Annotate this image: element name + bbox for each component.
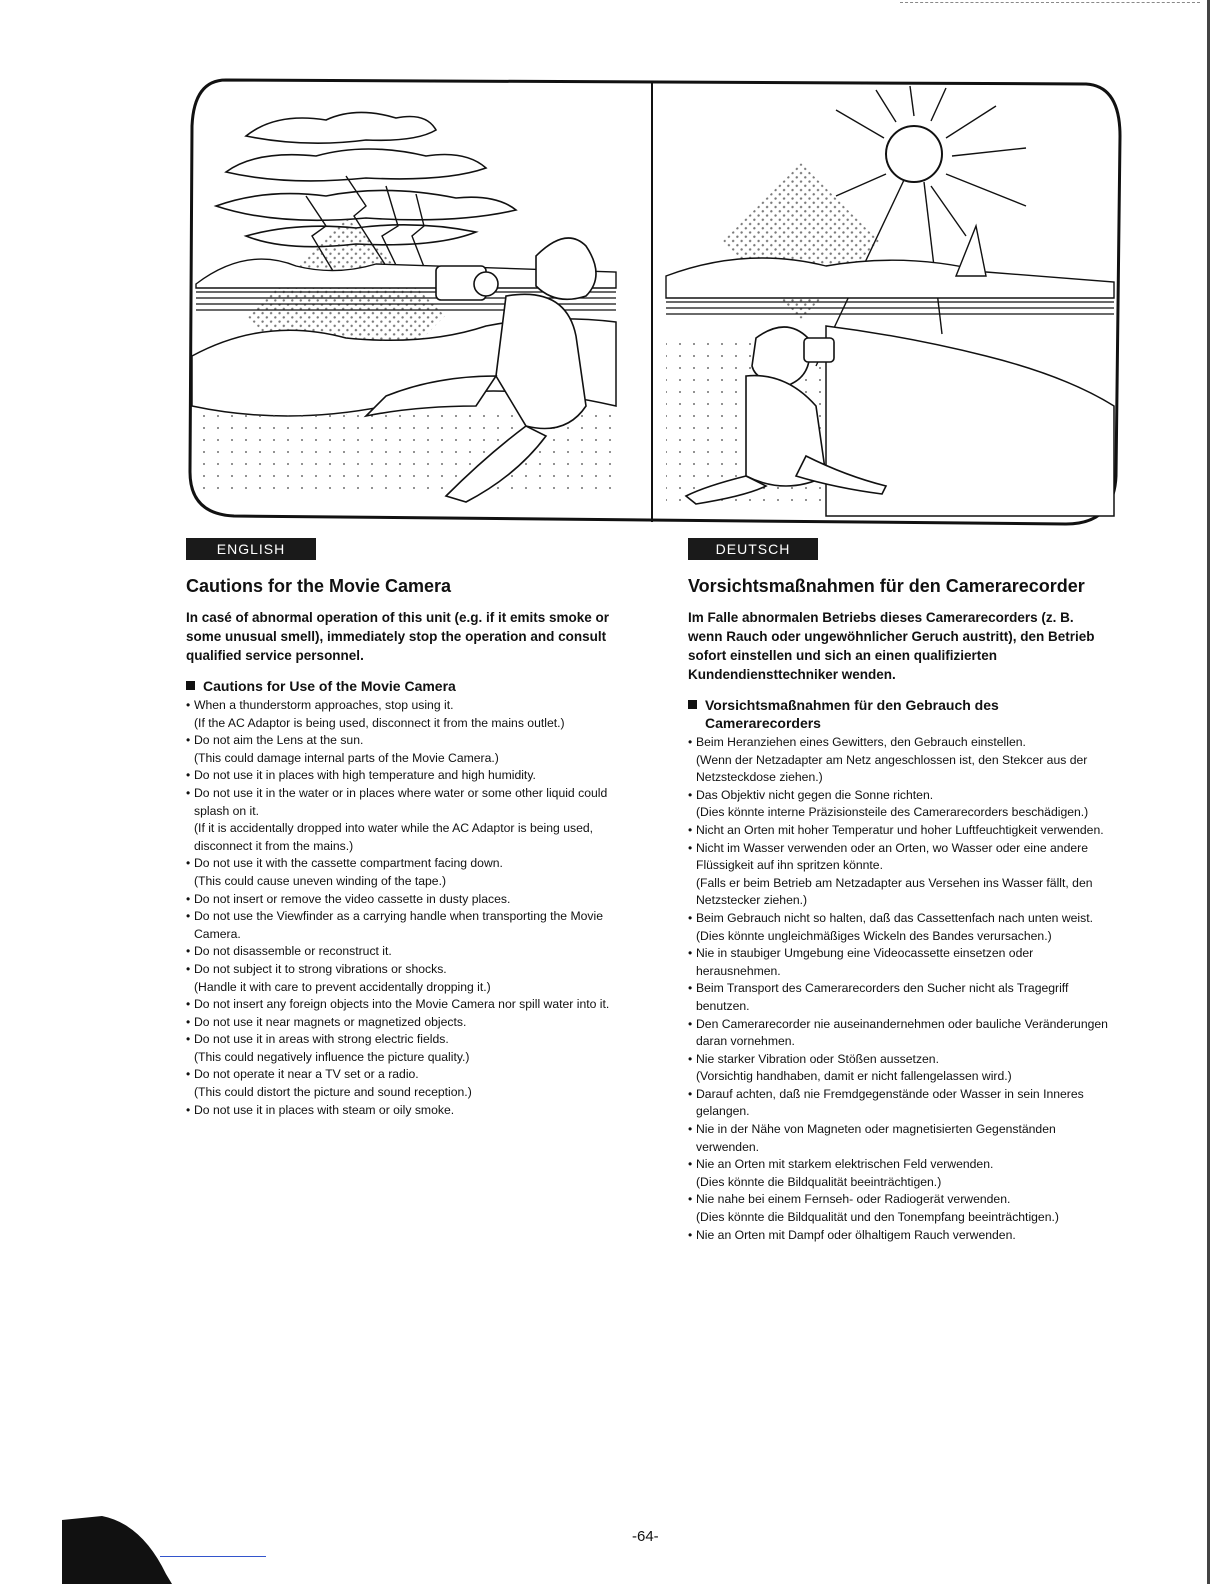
- list-item: • Nicht an Orten mit hoher Temperatur und hoher Luftfeuchtigkeit verwenden.: [688, 822, 1108, 840]
- english-title: Cautions for the Movie Camera: [186, 576, 452, 596]
- list-item: • Nie starker Vibration oder Stößen aussetzen. (Vorsichtig handhaben, damit er nicht fallengelassen wird.): [688, 1051, 1108, 1086]
- list-item: • Das Objektiv nicht gegen die Sonne richten. (Dies könnte interne Präzisionsteile des Camerarecorders beschädigen.): [688, 787, 1108, 822]
- list-item: • Do not use the Viewfinder as a carrying handle when transporting the Movie Camera.: [186, 908, 626, 943]
- list-item: • Nie nahe bei einem Fernseh- oder Radiogerät verwenden. (Dies könnte die Bildqualität und den Tonempfang beeinträchtigen.): [688, 1191, 1108, 1226]
- list-item: • When a thunderstorm approaches, stop using it. (If the AC Adaptor is being used, disconnect it from the mains outlet.): [186, 697, 626, 732]
- list-item: • Do not insert any foreign objects into the Movie Camera nor spill water into it.: [186, 996, 626, 1014]
- deutsch-warning: Im Falle abnormalen Betriebs dieses Camerarecorders (z. B. wenn Rauch oder ungewöhnlicher Geruch austritt), den Betrieb sofort einstellen und sich an einen qualifizierten Kundendiensttechniker wenden.: [688, 610, 1095, 682]
- deutsch-language-tab: DEUTSCH: [688, 538, 818, 560]
- scan-line: [160, 1556, 266, 1557]
- list-item: • Do not use it in places with high temperature and high humidity.: [186, 767, 626, 785]
- list-item: • Nie an Orten mit starkem elektrischen Feld verwenden. (Dies könnte die Bildqualität beeinträchtigen.): [688, 1156, 1108, 1191]
- list-item: • Do not subject it to strong vibrations or shocks. (Handle it with care to prevent accidentally dropping it.): [186, 961, 626, 996]
- list-item: • Nie an Orten mit Dampf oder ölhaltigem Rauch verwenden.: [688, 1227, 1108, 1245]
- list-item: • Do not aim the Lens at the sun. (This could damage internal parts of the Movie Camera.): [186, 732, 626, 767]
- list-item: • Do not insert or remove the video cassette in dusty places.: [186, 891, 626, 909]
- list-item: • Beim Gebrauch nicht so halten, daß das Cassettenfach nach unten weist. (Dies könnte ungleichmäßiges Wickeln des Bandes verursachen.): [688, 910, 1108, 945]
- list-item: • Beim Heranziehen eines Gewitters, den Gebrauch einstellen. (Wenn der Netzadapter am Netz angeschlossen ist, den Stekcer aus der Netzsteckdose ziehen.): [688, 734, 1108, 787]
- deutsch-caution-list: [688, 734, 1108, 1244]
- list-item: • Do not operate it near a TV set or a radio. (This could distort the picture and sound reception.): [186, 1066, 626, 1101]
- page-number: -64-: [632, 1528, 659, 1545]
- english-warning: In casé of abnormal operation of this unit (e.g. if it emits smoke or some unusual smell), immediately stop the operation and consult qualified service personnel.: [186, 610, 610, 663]
- list-item: • Do not use it in areas with strong electric fields. (This could negatively influence the picture quality.): [186, 1031, 626, 1066]
- scan-top-line: [900, 2, 1200, 3]
- list-item: • Darauf achten, daß nie Fremdgegenstände oder Wasser in sein Inneres gelangen.: [688, 1086, 1108, 1121]
- list-item: • Do not use it near magnets or magnetized objects.: [186, 1014, 626, 1032]
- english-subheading: [186, 677, 626, 695]
- english-language-tab: ENGLISH: [186, 538, 316, 560]
- list-item: • Do not use it in the water or in places where water or some other liquid could splash on it. (If it is accidentally dropped into water while the AC Adaptor is being used, disconnect it from the mains.): [186, 785, 626, 855]
- english-column: [186, 538, 626, 1119]
- deutsch-subheading: [688, 696, 1108, 732]
- list-item: • Beim Transport des Camerarecorders den Sucher nicht als Tragegriff benutzen.: [688, 980, 1108, 1015]
- scan-right-edge: [1207, 0, 1210, 1584]
- list-item: • Do not use it with the cassette compartment facing down. (This could cause uneven winding of the tape.): [186, 855, 626, 890]
- square-bullet-icon: [688, 700, 697, 709]
- list-item: • Nie in staubiger Umgebung eine Videocassette einsetzen oder herausnehmen.: [688, 945, 1108, 980]
- english-caution-list: [186, 697, 626, 1119]
- english-subheading-text: Cautions for Use of the Movie Camera: [203, 678, 456, 694]
- list-item: • Den Camerarecorder nie auseinandernehmen oder bauliche Veränderungen daran vornehmen.: [688, 1016, 1108, 1051]
- list-item: • Nie in der Nähe von Magneten oder magnetisierten Gegenständen verwenden.: [688, 1121, 1108, 1156]
- deutsch-column: [688, 538, 1108, 1244]
- square-bullet-icon: [186, 681, 195, 690]
- list-item: • Do not use it in places with steam or oily smoke.: [186, 1102, 626, 1120]
- scan-artifact: [62, 1514, 172, 1584]
- list-item: • Do not disassemble or reconstruct it.: [186, 943, 626, 961]
- illustration-panel: [186, 76, 1124, 528]
- deutsch-subheading-text: Vorsichtsmaßnahmen für den Gebrauch des Camerarecorders: [705, 697, 999, 731]
- list-item: • Nicht im Wasser verwenden oder an Orten, wo Wasser oder eine andere Flüssigkeit auf ihn spritzen könnte. (Falls er beim Betrieb am Netzadapter aus Versehen ins Wasser fällt, den Netzstecker ziehen.): [688, 840, 1108, 910]
- deutsch-title: Vorsichtsmaßnahmen für den Camerarecorder: [688, 576, 1085, 596]
